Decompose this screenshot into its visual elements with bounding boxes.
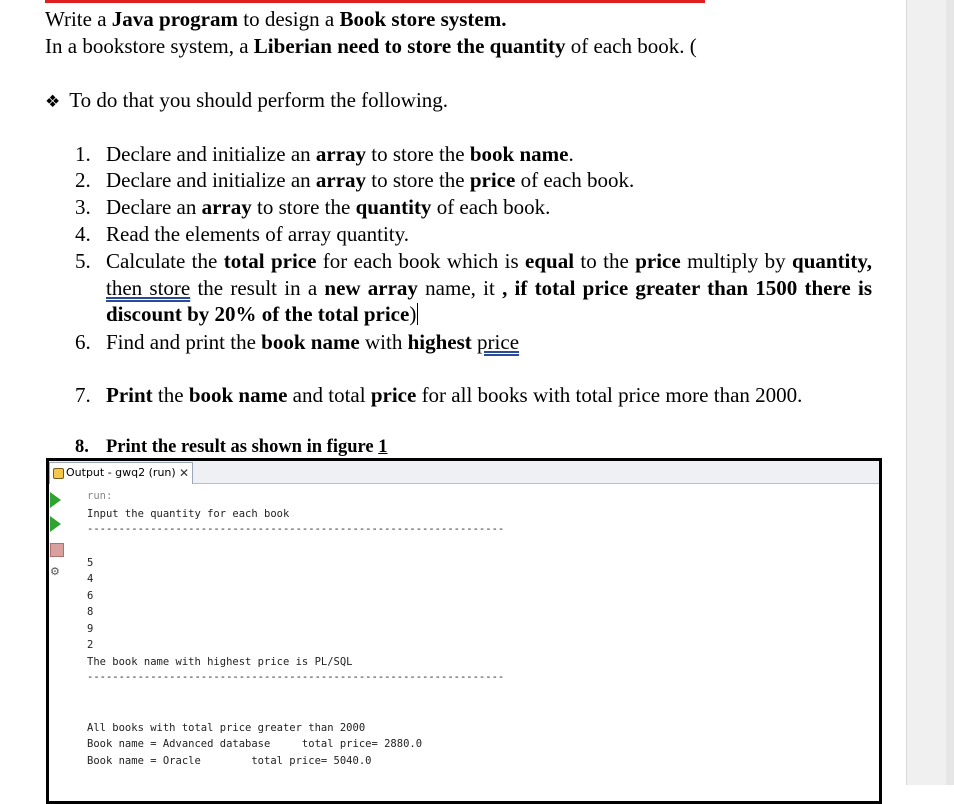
intro-line <box>45 33 697 59</box>
text: to store the <box>251 195 356 219</box>
text: Find and print the <box>106 330 262 354</box>
text: In a bookstore system, a <box>45 34 254 58</box>
rerun-icon[interactable] <box>50 492 61 508</box>
settings-icon[interactable]: ⚙ <box>50 565 60 578</box>
bold-text: price <box>635 249 681 273</box>
bold-text: Book store system. <box>339 7 507 31</box>
text: Declare and initialize an <box>106 168 316 192</box>
text: Declare an <box>106 195 202 219</box>
vertical-scrollbar[interactable] <box>946 0 954 785</box>
step-6 <box>75 329 872 356</box>
text: for all books with total price more than 2000. <box>416 383 803 407</box>
text: to store the <box>366 168 470 192</box>
output-tab-bar <box>49 461 879 484</box>
bold-text: price <box>469 168 516 192</box>
console-line: 2 <box>87 639 94 651</box>
bold-text: array <box>315 168 367 192</box>
text: to design a <box>237 7 340 31</box>
text: the result in a <box>190 275 325 300</box>
text: of each book. <box>515 168 635 192</box>
bullet-text: To do that you should perform the following. <box>69 88 449 112</box>
console-line: 8 <box>87 606 94 618</box>
text: to the <box>574 249 636 273</box>
console-line: The book name with highest price is PL/SQL <box>87 656 353 668</box>
text: name, it <box>417 275 503 300</box>
text: of each book. ( <box>565 34 697 58</box>
text: Read the elements of array quantity. <box>106 222 410 246</box>
bold-text: Java program <box>111 7 238 31</box>
bold-text: array <box>315 142 367 166</box>
step-8 <box>75 434 872 461</box>
tab-label: Output - gwq2 (run) <box>66 466 176 479</box>
text: multiply by <box>680 249 793 273</box>
title-line <box>45 6 506 32</box>
bold-text: quantity, <box>792 249 872 273</box>
close-icon[interactable]: ✕ <box>179 466 190 480</box>
text: the <box>152 383 189 407</box>
console-line: Input the quantity for each book <box>87 508 290 520</box>
text: for each book which is <box>316 249 526 273</box>
text-cursor <box>417 303 418 325</box>
output-toolbar <box>49 484 65 801</box>
bold-text: quantity <box>355 195 432 219</box>
console-line: 4 <box>87 573 94 585</box>
console-line: run: <box>87 490 113 502</box>
step-number: 2. <box>75 168 91 192</box>
underlined-text: price <box>477 330 520 354</box>
console-line: 5 <box>87 557 94 569</box>
underlined-text: then store <box>106 275 191 300</box>
bold-text: total price <box>223 249 317 273</box>
rerun-with-options-icon[interactable] <box>50 516 61 532</box>
bold-text: , if total price greater than 1500 there is discount by 20% of the total price <box>106 275 872 327</box>
step-number: 8. <box>75 437 89 457</box>
text: Declare and initialize an <box>106 142 316 166</box>
step-number: 6. <box>75 330 91 354</box>
bold-text: highest <box>407 330 472 354</box>
step-1 <box>75 141 872 168</box>
step-number: 3. <box>75 195 91 219</box>
step-4 <box>75 221 872 248</box>
step-2 <box>75 167 872 194</box>
console-line: ------------------------------------------------------------------ <box>87 671 505 683</box>
bold-text: equal <box>525 249 575 273</box>
step-number: 7. <box>75 383 91 407</box>
step-5 <box>75 248 872 328</box>
bold-text: new array <box>324 275 418 300</box>
bullet-intro <box>45 87 448 115</box>
text: ) <box>409 302 417 327</box>
output-window <box>46 458 882 804</box>
step-number: 1. <box>75 142 91 166</box>
console-line: Book name = Oracle total price= 5040.0 <box>87 755 372 767</box>
bold-text: Liberian need to store the quantity <box>253 34 566 58</box>
step-number: 5. <box>75 249 91 273</box>
text: Write a <box>45 7 112 31</box>
figure-reference: 1 <box>378 437 388 457</box>
bold-text: book name <box>188 383 288 407</box>
bold-text: price <box>370 383 417 407</box>
red-rule <box>45 0 705 3</box>
output-icon <box>53 468 64 479</box>
stop-icon[interactable] <box>50 543 64 557</box>
bold-text: book name <box>469 142 569 166</box>
diamond-bullet-icon: ❖ <box>45 92 61 112</box>
bold-text: array <box>201 195 252 219</box>
console-line: ------------------------------------------------------------------ <box>87 523 505 535</box>
output-tab[interactable] <box>49 462 193 484</box>
console-line: Book name = Advanced database total price= 2880.0 <box>87 738 423 750</box>
text: and total <box>287 383 371 407</box>
text: . <box>568 142 574 166</box>
text: Calculate the <box>106 249 224 273</box>
text: with <box>359 330 408 354</box>
step-3 <box>75 194 872 221</box>
step-number: 4. <box>75 222 91 246</box>
text: Print the result as shown in figure <box>106 437 379 457</box>
text: of each book. <box>431 195 551 219</box>
console-line: All books with total price greater than 2000 <box>87 722 366 734</box>
console-output <box>87 484 867 794</box>
console-line: 6 <box>87 590 94 602</box>
bold-text: Print <box>106 383 153 407</box>
text: to store the <box>366 142 470 166</box>
console-line: 9 <box>87 623 94 635</box>
bold-text: book name <box>261 330 360 354</box>
step-7 <box>75 382 872 409</box>
